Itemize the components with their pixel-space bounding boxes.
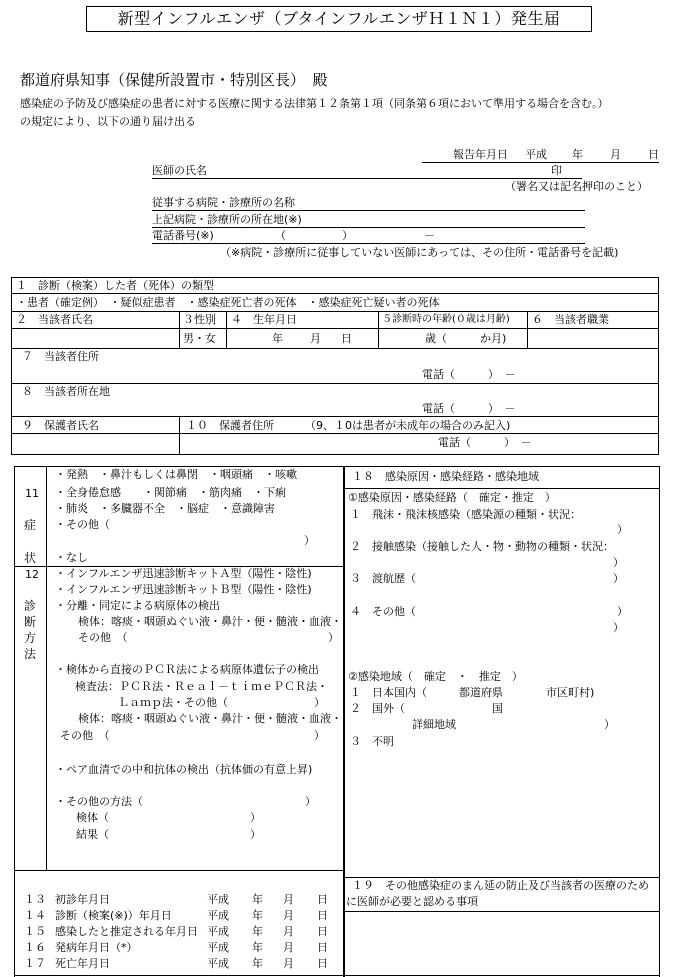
hospital-address-label: 上記病院・診療所の所在地(※): [152, 213, 302, 226]
report-date-label: 報告年月日: [453, 148, 508, 161]
guardian-note: （9、１0は患者が未成年の場合のみ記入): [305, 419, 511, 432]
signature-note: （署名又は記名押印のこと）: [505, 180, 648, 193]
symptom-line[interactable]: ・なし: [55, 551, 88, 564]
diagnosis-close-paren: ）: [328, 631, 339, 644]
dob-day: 日: [341, 332, 352, 345]
diagnosis-line[interactable]: ・インフルエンザ迅速診断キットＢ型（陽性・陰性): [55, 583, 312, 596]
diagnosis-line[interactable]: ・検体から直接のＰＣＲ法による病原体遺伝子の検出: [55, 663, 319, 676]
date-row-label: 初診年月日: [55, 893, 110, 906]
form-title: 新型インフルエンザ（ブタインフルエンザＨ１Ｎ１）発生届: [86, 6, 592, 32]
date-month: 月: [283, 941, 294, 954]
hospital-address-field[interactable]: [152, 213, 585, 228]
date-day: 日: [317, 893, 328, 906]
symptoms-char-2: 状: [24, 551, 37, 565]
row1-label: １ 診断（検案）した者（死体）の類型: [16, 279, 214, 292]
symptom-line[interactable]: ・その他（: [55, 518, 110, 531]
symptoms-char-1: 症: [24, 518, 37, 532]
diagnosis-line[interactable]: 結果（: [76, 828, 109, 841]
patient-address-phone: 電話（ ） －: [422, 368, 516, 381]
date-era: 平成: [207, 925, 229, 938]
date-row-num: １３: [24, 893, 46, 906]
diagnosis-line[interactable]: 検体（: [76, 811, 109, 824]
report-date-era: 平成: [525, 148, 547, 161]
date-era: 平成: [207, 941, 229, 954]
region-country: 国: [492, 702, 503, 715]
date-row-num: １７: [24, 957, 46, 970]
phone-label: 電話番号(※): [152, 229, 214, 242]
date-year: 年: [252, 893, 263, 906]
patient-location-label: ８ 当該者所在地: [22, 385, 110, 398]
date-era: 平成: [207, 957, 229, 970]
cause-item-droplet[interactable]: １ 飛沫・飛沫核感染（感染源の種類・状況：: [350, 508, 581, 521]
hospital-name-label: 従事する病院・診療所の名称: [152, 196, 295, 209]
dob-year: 年: [272, 332, 283, 345]
doctor-name-label: 医師の氏名: [152, 164, 207, 177]
diagnosis-line[interactable]: Ｌａｍｐ法・その他（: [118, 696, 228, 709]
guardian-name-label: ９ 保護者氏名: [22, 419, 99, 432]
diagnosis-char-3: 方: [24, 631, 37, 645]
report-date[interactable]: [422, 148, 659, 163]
date-day: 日: [317, 925, 328, 938]
patient-address-label: ７ 当該者住所: [22, 350, 99, 363]
date-month: 月: [283, 957, 294, 970]
close-paren: ）: [613, 556, 624, 569]
date-year: 年: [252, 909, 263, 922]
region-prefecture: 都道府県: [459, 686, 503, 699]
close-paren: ）: [617, 605, 628, 618]
symptom-line[interactable]: ・発熱 ・鼻汁もしくは鼻閉 ・咽頭痛 ・咳嗽: [55, 468, 297, 481]
doctor-name-field[interactable]: [152, 164, 582, 179]
region-detail-area: 詳細地域: [412, 718, 456, 731]
close-paren: ）: [613, 621, 624, 634]
col-sex: ３性別: [183, 313, 216, 326]
symptoms-num: 11: [25, 487, 39, 500]
date-row-num: １６: [24, 941, 46, 954]
col-occupation: ６ 当該者職業: [532, 313, 609, 326]
diagnosis-line[interactable]: その他 （: [78, 631, 128, 644]
diagnosis-char-2: 断: [24, 615, 37, 629]
date-day: 日: [317, 941, 328, 954]
close-paren: ）: [613, 572, 624, 585]
region-municipality: 市区町村): [546, 686, 595, 699]
date-month: 月: [283, 893, 294, 906]
phone-dash: －: [424, 229, 435, 242]
col-dob: ４ 生年月日: [231, 313, 297, 326]
guardian-address-label: １０ 保護者住所: [186, 419, 274, 432]
diagnosis-line[interactable]: ・インフルエンザ迅速診断キットＡ型（陽性・陰性): [55, 567, 312, 580]
date-row-label: 発病年月日（*）: [55, 941, 138, 954]
phone-close-paren: ）: [342, 229, 353, 242]
diagnosis-close-paren: ）: [250, 811, 261, 824]
infection-heading: １８ 感染原因・感染経路・感染地域: [352, 470, 539, 483]
date-year: 年: [252, 941, 263, 954]
diagnosis-char-4: 法: [24, 647, 37, 661]
cause-heading[interactable]: ①感染原因・感染経路（ 確定・推定 ）: [348, 491, 556, 504]
diagnosis-line[interactable]: ・その他の方法（: [55, 795, 143, 808]
diagnosis-line[interactable]: 検体：喀痰・咽頭ぬぐい液・鼻汁・便・髄液・血液・: [78, 615, 342, 628]
diagnosis-num: 12: [25, 568, 39, 581]
diagnosis-close-paren: ）: [305, 795, 316, 808]
symptom-line[interactable]: ・肺炎 ・多臓器不全 ・脳症 ・意識障害: [55, 502, 275, 515]
region-heading[interactable]: ②感染地域（ 確定 ・ 推定 ）: [348, 670, 523, 683]
cause-item-contact[interactable]: ２ 接触感染（接触した人・物・動物の種類・状況：: [350, 540, 614, 553]
law-text-line2: の規定により、以下の通り届け出る: [20, 115, 196, 128]
diagnosis-line[interactable]: その他 （: [60, 729, 110, 742]
close-paren: ）: [617, 523, 628, 536]
close-paren: ）: [604, 718, 615, 731]
date-row-num: １４: [24, 909, 46, 922]
patient-types[interactable]: ・患者（確定例） ・疑似症患者 ・感染症死亡者の死体 ・感染症死亡疑い者の死体: [16, 296, 440, 309]
symptom-close-paren: ）: [304, 534, 315, 547]
other-matters-line2: に医師が必要と認める事項: [346, 895, 478, 908]
diagnosis-line[interactable]: 検体：喀痰・咽頭ぬぐい液・鼻汁・便・髄液・血液・: [78, 712, 342, 725]
diagnosis-char-1: 診: [24, 599, 37, 613]
region-unknown[interactable]: ３ 不明: [350, 735, 394, 748]
date-day: 日: [317, 957, 328, 970]
date-month: 月: [283, 925, 294, 938]
guardian-phone: 電話（ ） －: [438, 436, 532, 449]
diagnosis-close-paren: ）: [314, 696, 325, 709]
report-date-day: 日: [648, 148, 659, 161]
diagnosis-line[interactable]: ・ペア血清での中和抗体の検出（抗体価の有意上昇): [55, 763, 313, 776]
col-patient-name: ２ 当該者氏名: [16, 313, 93, 326]
symptom-line[interactable]: ・全身倦怠感 ・関節痛 ・筋肉痛 ・下痢: [55, 486, 286, 499]
date-row-label: 感染したと推定される年月日: [55, 925, 198, 938]
patient-location-phone: 電話（ ） －: [422, 402, 516, 415]
diagnosis-line[interactable]: 検査法：ＰＣＲ法・Ｒｅａｌ－ｔｉｍｅＰＣＲ法・: [75, 680, 328, 693]
date-row-label: 死亡年月日: [55, 957, 110, 970]
phone-field[interactable]: [152, 229, 585, 244]
other-matters-field[interactable]: [345, 913, 658, 974]
age-value: 歳（ か月): [425, 332, 507, 345]
region-overseas[interactable]: ２ 国外（: [350, 702, 405, 715]
date-year: 年: [252, 925, 263, 938]
date-year: 年: [252, 957, 263, 970]
diagnosis-line[interactable]: ・分離・同定による病原体の検出: [55, 599, 220, 612]
region-domestic[interactable]: １ 日本国内（: [350, 686, 427, 699]
diagnosis-close-paren: ）: [250, 828, 261, 841]
date-month: 月: [283, 909, 294, 922]
date-era: 平成: [207, 909, 229, 922]
law-text-line1: 感染症の予防及び感染症の患者に対する医療に関する法律第１２条第１項（同条第６項において準用する場合を含む。）: [20, 97, 609, 110]
col-age: ５診断時の年齢(０歳は月齢): [382, 314, 510, 325]
sex-value[interactable]: 男・女: [183, 332, 216, 345]
diagnosis-close-paren: ）: [314, 729, 325, 742]
report-date-year: 年: [572, 148, 583, 161]
phone-open-paren: （: [275, 229, 286, 242]
date-day: 日: [317, 909, 328, 922]
dob-month: 月: [310, 332, 321, 345]
addressee: 都道府県知事（保健所設置市・特別区長） 殿: [20, 71, 328, 89]
date-row-label: 診断（検案(※)）年月日: [55, 909, 172, 922]
cause-item-travel[interactable]: ３ 渡航歴（: [350, 572, 416, 585]
other-matters-line1: １９ その他感染症のまん延の防止及び当該者の医療のため: [352, 879, 649, 892]
report-date-month: 月: [610, 148, 621, 161]
cause-item-other[interactable]: ４ その他（: [350, 605, 416, 618]
date-row-num: １５: [24, 925, 46, 938]
doctor-note: （※病院・診療所に従事していない医師にあっては、その住所・電話番号を記載): [220, 246, 619, 259]
date-era: 平成: [207, 893, 229, 906]
hospital-name-field[interactable]: [152, 196, 585, 211]
seal-mark: 印: [551, 164, 562, 177]
